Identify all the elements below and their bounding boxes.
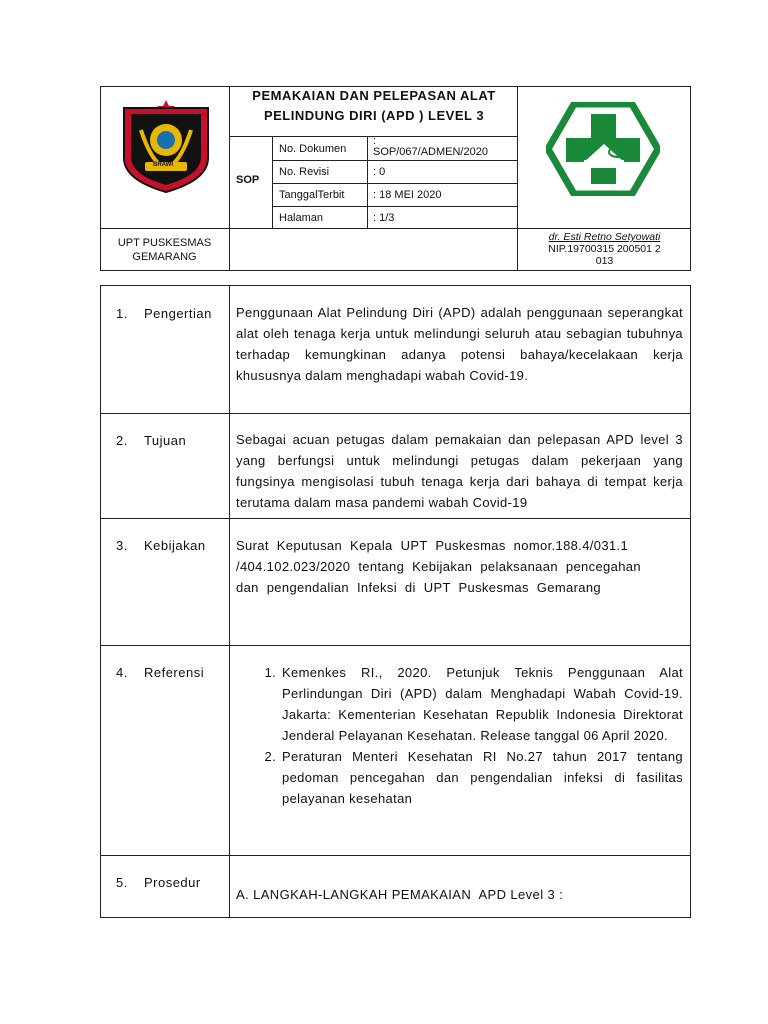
section-text-pengertian: Penggunaan Alat Pelindung Diri (APD) adalah penggunaan seperangkat alat oleh tenaga kerja untuk melindungi seluruh atau sebagian tubuhnya terhadap kemungkinan adanya potensi bahaya/kecelakaan kerja khususnya dalam menghadapi wabah Covid-19. (236, 305, 683, 383)
reference-item: 2. Peraturan Menteri Kesehatan RI No.27 tahun 2017 tentang pedoman pencegahan dan pengendalian infeksi di fasilitas pelayanan kesehatan (280, 746, 683, 809)
meta-value-issue-date: : 18 MEI 2020 (373, 189, 442, 201)
meta-label-document-no: No. Dokumen (279, 143, 347, 155)
section-title: Kebijakan (143, 538, 206, 553)
reference-item: 1. Kemenkes RI., 2020. Petunjuk Teknis Penggunaan Alat Perlindungan Diri (APD) dalam Menghadapi Wabah Covid-19. Jakarta: Kementerian Kesehatan Republik Indonesia Direktorat Jenderal Pelayanan Kesehatan. Release tanggal 06 April 2020. (280, 662, 683, 746)
section-label-tujuan (116, 433, 186, 448)
section-text-tujuan: Sebagai acuan petugas dalam pemakaian dan pelepasan APD level 3 yang berfungsi untuk melindungi petugas dalam pekerjaan yang fungsinya mengisolasi tubuh tenaga kerja dari bahaya di tempat kerja terutama dalam masa pandemi wabah Covid-19 (236, 432, 683, 510)
signer-block (519, 231, 690, 267)
sop-label: SOP (236, 174, 260, 186)
section-number: 4. (116, 665, 128, 680)
section-title: Prosedur (143, 875, 201, 890)
reference-list (258, 662, 683, 809)
section-number: 3. (116, 538, 128, 553)
section-label-kebijakan (116, 538, 206, 553)
crest-banner-text: BRAWI (153, 162, 173, 168)
title-line-1: PEMAKAIAN DAN PELEPASAN ALAT (252, 88, 496, 103)
section-number: 5. (116, 875, 128, 890)
meta-label-revision: No. Revisi (279, 166, 330, 178)
document-title (232, 86, 516, 126)
meta-value-page: : 1/3 (373, 212, 395, 224)
organization-name (100, 236, 229, 264)
meta-value-revision: : 0 (373, 166, 386, 178)
section-label-referensi (116, 665, 204, 680)
section-title: Referensi (143, 665, 205, 680)
section-title: Tujuan (143, 433, 187, 448)
procedure-heading: A. LANGKAH-LANGKAH PEMAKAIAN APD Level 3 : (236, 887, 564, 902)
section-label-pengertian (116, 306, 212, 321)
signer-nip-continued: 013 (595, 255, 614, 267)
meta-value-document-no (373, 136, 488, 158)
puskesmas-logo (546, 102, 660, 196)
signer-nip: NIP.19700315 200501 2 (548, 243, 661, 255)
section-title: Pengertian (143, 306, 212, 321)
title-line-2: PELINDUNG DIRI (APD ) LEVEL 3 (263, 108, 485, 123)
section-label-prosedur (116, 875, 201, 890)
meta-label-page: Halaman (279, 212, 324, 224)
regency-crest-logo (119, 100, 213, 194)
org-line-1: UPT PUSKESMAS (117, 237, 212, 249)
section-number: 1. (116, 306, 128, 321)
section-number: 2. (116, 433, 128, 448)
document-number: SOP/067/ADMEN/2020 (373, 146, 488, 158)
meta-colon: : (373, 135, 377, 147)
section-text-kebijakan: Surat Keputusan Kepala UPT Puskesmas nomor.188.4/031.1 /404.102.023/2020 tentang Kebijakan pelaksanaan pencegahan dan pengendalian Infeksi di UPT Puskesmas Gemarang (236, 538, 641, 595)
meta-label-issue-date: TanggalTerbit (279, 189, 345, 201)
org-line-2: GEMARANG (132, 251, 197, 263)
signer-name: dr. Esti Retno Setyowati (548, 231, 661, 243)
